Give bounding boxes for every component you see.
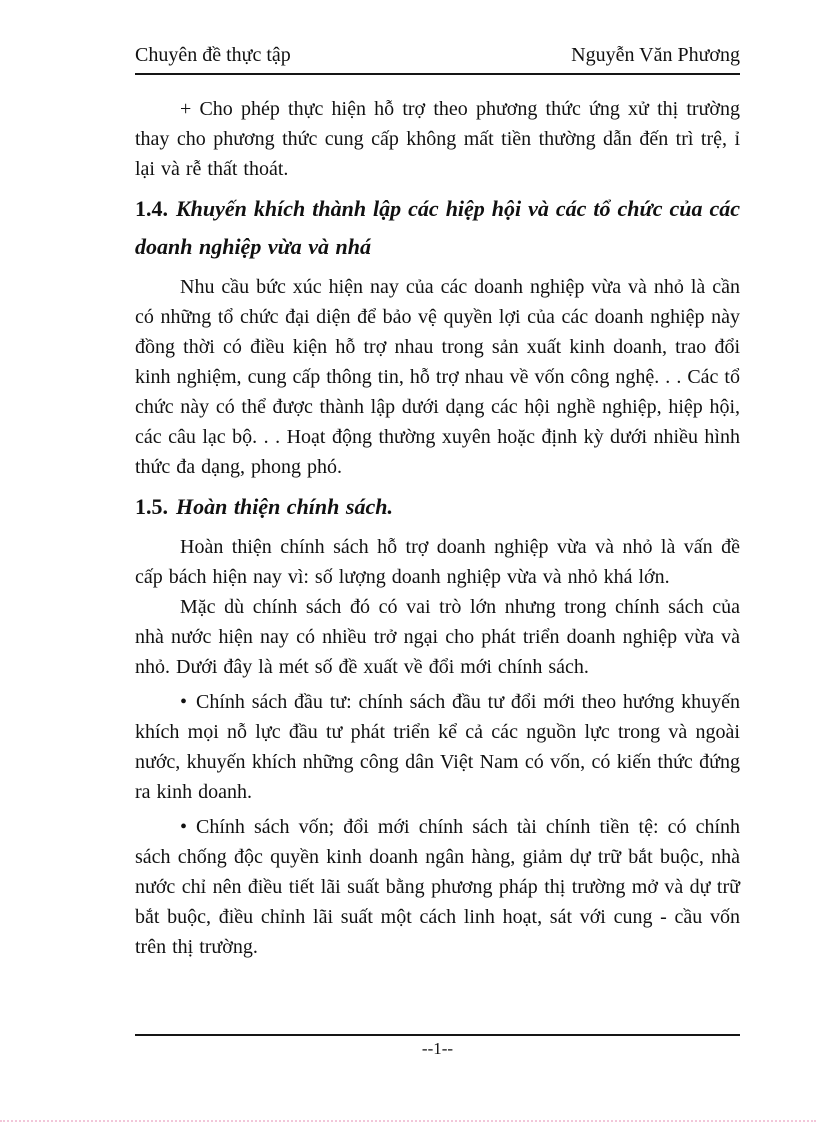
paragraph-associations: Nhu cầu bức xúc hiện nay của các doanh nghiệp vừa và nhỏ là cần có những tổ chức đại diện để bảo vệ quyền lợi của các doanh nghiệp này đồng thời có điều kiện hỗ trợ nhau trong sản xuất kinh doanh, trao đổi kinh nghiệm, cung cấp thông tin, hỗ trợ nhau về vốn công nghệ. . . Các tổ chức này có thể được thành lập dưới dạng các hội nghề nghiệp, hiệp hội, các câu lạc bộ. . . Hoạt động thường xuyên hoặc định kỳ dưới nhiều hình thức đa dạng, phong phó. — [135, 276, 740, 478]
heading-number: 1.5. — [135, 494, 168, 519]
bullet-icon: • — [180, 816, 188, 838]
bullet-item-capital-policy — [135, 812, 740, 962]
bullet-text: Chính sách vốn; đổi mới chính sách tài chính tiền tệ: có chính sách chống độc quyền kinh doanh ngân hàng, giảm dự trữ bắt buộc, nhà nước chỉ nên điều tiết lãi suất bằng phương pháp thị trường mở và dự trữ bắt buộc, điều chỉnh lãi suất một cách linh hoạt, sát với cung - cầu vốn trên thị trường. — [135, 816, 740, 958]
heading-title: Khuyến khích thành lập các hiệp hội và các tổ chức của các doanh nghiệp vừa và nhá — [135, 196, 740, 259]
document-body — [135, 94, 740, 962]
section-heading-1-5 — [135, 488, 740, 526]
running-header-left: Chuyên đề thực tập — [135, 44, 291, 66]
bullet-icon: • — [180, 691, 188, 713]
bullet-text: Chính sách đầu tư: chính sách đầu tư đổi mới theo hướng khuyến khích mọi nỗ lực đầu tư phát triển kể cả các nguồn lực trong và ngoài nước, khuyến khích những công dân Việt Nam có vốn, có kiến thức đứng ra kinh doanh. — [135, 691, 740, 803]
paragraph-policy-obstacles: Mặc dù chính sách đó có vai trò lớn nhưng trong chính sách của nhà nước hiện nay có nhiều trở ngại cho phát triển doanh nghiệp vừa và nhỏ. Dưới đây là mét số đề xuất về đổi mới chính sách. — [135, 596, 740, 678]
paragraph-policy-urgency: Hoàn thiện chính sách hỗ trợ doanh nghiệp vừa và nhỏ là vấn đề cấp bách hiện nay vì: số lượng doanh nghiệp vừa và nhỏ khá lớn. — [135, 536, 740, 588]
section-heading-1-4 — [135, 190, 740, 266]
paragraph-support-method: + Cho phép thực hiện hỗ trợ theo phương thức ứng xử thị trường thay cho phương thức cung cấp không mất tiền thường dẫn đến trì trệ, ỉ lại và rễ thất thoát. — [135, 98, 740, 180]
page-number: --1-- — [421, 1039, 454, 1058]
running-header-right: Nguyễn Văn Phương — [571, 44, 740, 66]
heading-number: 1.4. — [135, 196, 168, 221]
page-footer — [135, 1034, 740, 1059]
page-header — [135, 44, 740, 75]
bullet-item-investment-policy — [135, 687, 740, 807]
page-edge-marker — [0, 1120, 816, 1122]
heading-title: Hoàn thiện chính sách. — [176, 494, 393, 519]
